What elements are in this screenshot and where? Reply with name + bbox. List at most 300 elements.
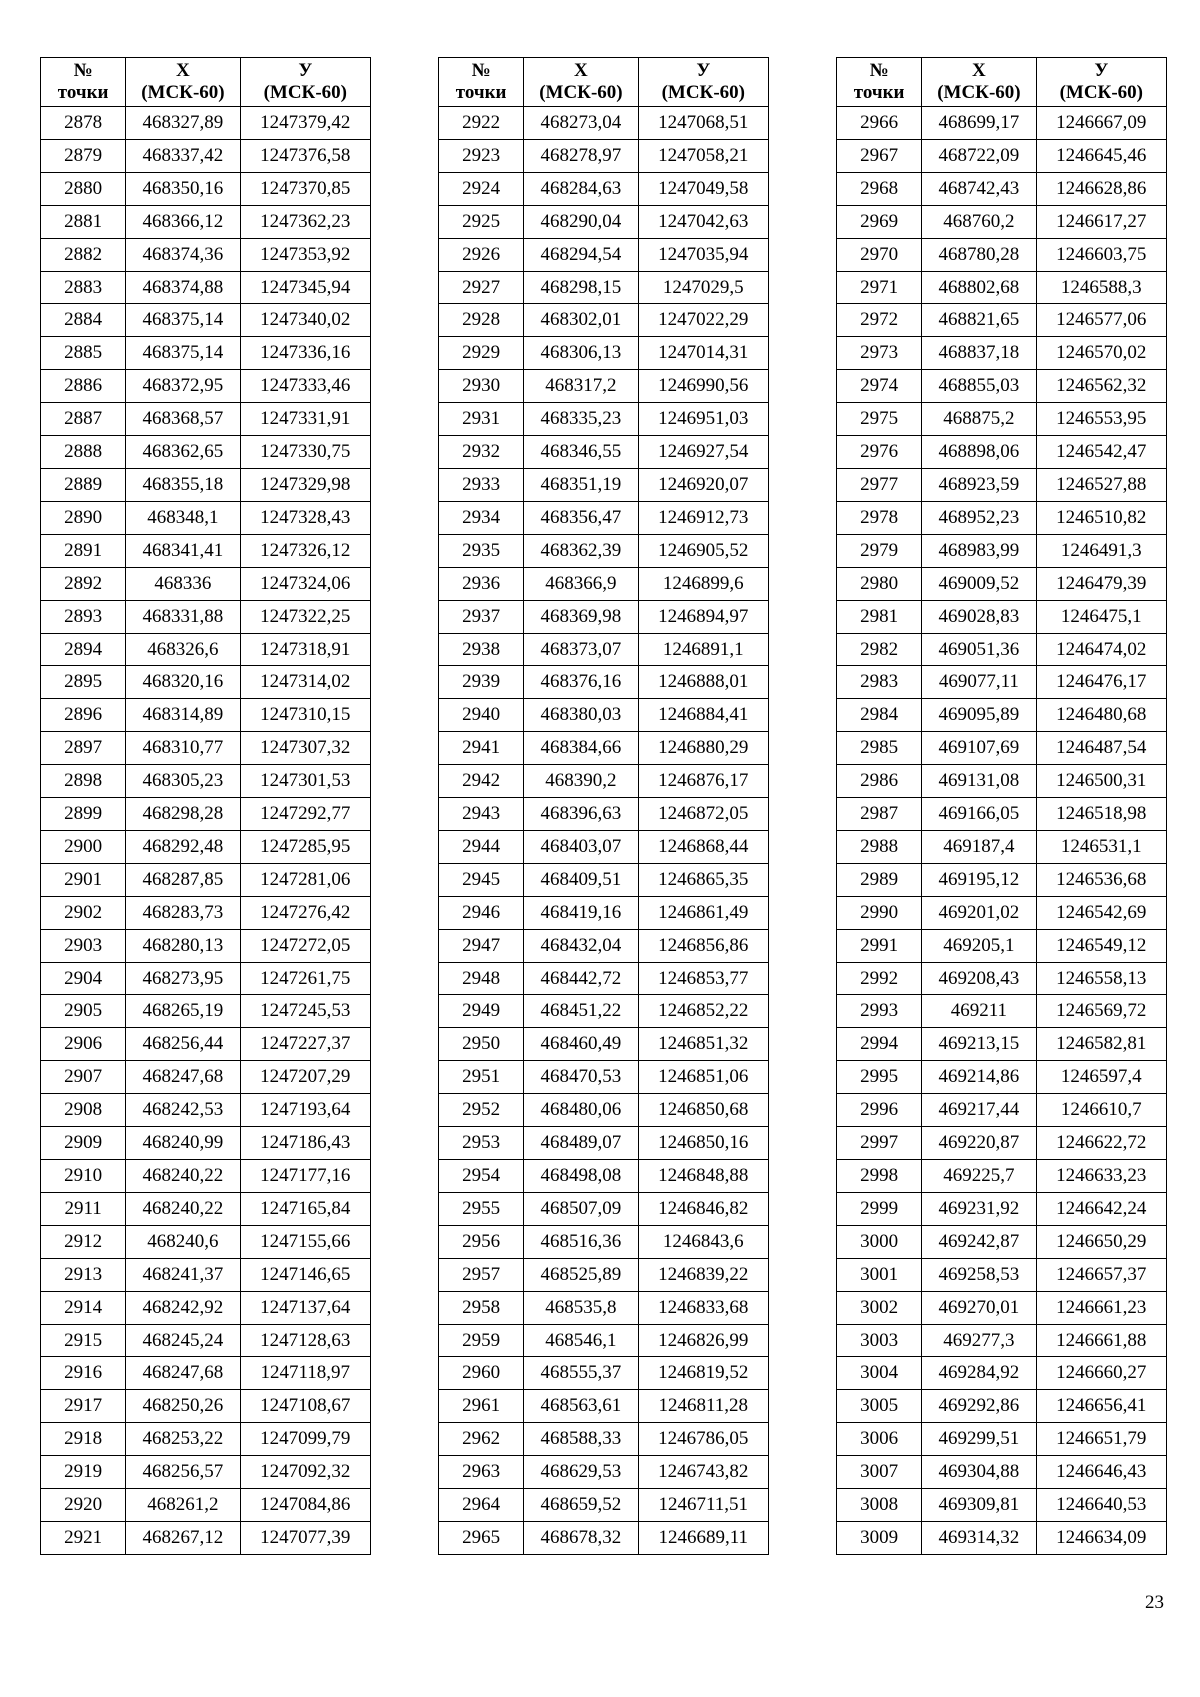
cell-y: 1247379,42 [240, 107, 370, 140]
cell-y: 1247049,58 [638, 172, 768, 205]
table-row [439, 1456, 769, 1489]
cell-y: 1246479,39 [1036, 567, 1166, 600]
table-row [837, 238, 1167, 271]
cell-x: 468952,23 [922, 501, 1036, 534]
cell-x: 468245,24 [126, 1324, 240, 1357]
cell-x: 468283,73 [126, 896, 240, 929]
cell-point-number: 2906 [41, 1028, 126, 1061]
cell-point-number: 2936 [439, 567, 524, 600]
cell-point-number: 3000 [837, 1225, 922, 1258]
cell-y: 1247318,91 [240, 633, 370, 666]
cell-y: 1246884,41 [638, 699, 768, 732]
cell-point-number: 2979 [837, 534, 922, 567]
cell-point-number: 2966 [837, 107, 922, 140]
cell-y: 1246927,54 [638, 436, 768, 469]
table-row [439, 370, 769, 403]
table-row [439, 501, 769, 534]
table-row [439, 172, 769, 205]
cell-point-number: 3004 [837, 1357, 922, 1390]
cell-y: 1246610,7 [1036, 1094, 1166, 1127]
table-row [41, 995, 371, 1028]
cell-point-number: 2969 [837, 205, 922, 238]
cell-x: 468821,65 [922, 304, 1036, 337]
cell-point-number: 2897 [41, 732, 126, 765]
cell-y: 1246549,12 [1036, 929, 1166, 962]
cell-x: 468923,59 [922, 468, 1036, 501]
table-header-row [41, 58, 371, 107]
table-row [41, 732, 371, 765]
cell-x: 468341,41 [126, 534, 240, 567]
cell-x: 469225,7 [922, 1160, 1036, 1193]
cell-point-number: 2929 [439, 337, 524, 370]
table-row [41, 1489, 371, 1522]
table-row [837, 107, 1167, 140]
table-row [439, 1028, 769, 1061]
cell-point-number: 2974 [837, 370, 922, 403]
cell-y: 1247146,65 [240, 1258, 370, 1291]
cell-y: 1246850,68 [638, 1094, 768, 1127]
cell-x: 469107,69 [922, 732, 1036, 765]
table-row [41, 633, 371, 666]
cell-x: 469304,88 [922, 1456, 1036, 1489]
cell-point-number: 2940 [439, 699, 524, 732]
table-row [439, 1061, 769, 1094]
cell-point-number: 2903 [41, 929, 126, 962]
cell-y: 1246582,81 [1036, 1028, 1166, 1061]
coordinate-table-3 [836, 57, 1167, 1555]
cell-x: 468298,15 [524, 271, 638, 304]
cell-x: 468802,68 [922, 271, 1036, 304]
page-number: 23 [1145, 1592, 1164, 1613]
table-row [41, 830, 371, 863]
cell-y: 1247108,67 [240, 1390, 370, 1423]
cell-x: 468298,28 [126, 798, 240, 831]
cell-y: 1246853,77 [638, 962, 768, 995]
table-row [439, 1324, 769, 1357]
table-row [837, 1489, 1167, 1522]
cell-point-number: 2931 [439, 403, 524, 436]
cell-x: 468390,2 [524, 765, 638, 798]
cell-x: 469009,52 [922, 567, 1036, 600]
cell-y: 1246622,72 [1036, 1127, 1166, 1160]
table-row [41, 238, 371, 271]
cell-point-number: 2958 [439, 1291, 524, 1324]
cell-point-number: 2918 [41, 1423, 126, 1456]
cell-y: 1247092,32 [240, 1456, 370, 1489]
table-row [837, 962, 1167, 995]
cell-x: 468855,03 [922, 370, 1036, 403]
table-row [439, 1521, 769, 1554]
cell-point-number: 2910 [41, 1160, 126, 1193]
cell-x: 468451,22 [524, 995, 638, 1028]
cell-y: 1246661,23 [1036, 1291, 1166, 1324]
table-row [41, 1258, 371, 1291]
cell-x: 468273,04 [524, 107, 638, 140]
cell-y: 1247193,64 [240, 1094, 370, 1127]
cell-x: 469231,92 [922, 1192, 1036, 1225]
table-row [439, 1357, 769, 1390]
table-row [439, 139, 769, 172]
table-row [439, 468, 769, 501]
cell-y: 1246899,6 [638, 567, 768, 600]
cell-point-number: 2950 [439, 1028, 524, 1061]
table-row [837, 1357, 1167, 1390]
cell-x: 468305,23 [126, 765, 240, 798]
cell-y: 1247186,43 [240, 1127, 370, 1160]
table-row [439, 403, 769, 436]
cell-y: 1246843,6 [638, 1225, 768, 1258]
cell-y: 1247362,23 [240, 205, 370, 238]
table-row [837, 929, 1167, 962]
cell-y: 1246888,01 [638, 666, 768, 699]
cell-x: 469166,05 [922, 798, 1036, 831]
cell-y: 1247281,06 [240, 863, 370, 896]
cell-point-number: 2913 [41, 1258, 126, 1291]
table-row [837, 1324, 1167, 1357]
cell-point-number: 2947 [439, 929, 524, 962]
cell-point-number: 2911 [41, 1192, 126, 1225]
cell-point-number: 2887 [41, 403, 126, 436]
cell-point-number: 2878 [41, 107, 126, 140]
cell-x: 468335,23 [524, 403, 638, 436]
cell-x: 469270,01 [922, 1291, 1036, 1324]
table-row [837, 896, 1167, 929]
cell-y: 1247330,75 [240, 436, 370, 469]
cell-x: 469292,86 [922, 1390, 1036, 1423]
cell-x: 469051,36 [922, 633, 1036, 666]
cell-point-number: 2944 [439, 830, 524, 863]
table-row [439, 995, 769, 1028]
cell-y: 1246645,46 [1036, 139, 1166, 172]
cell-y: 1246990,56 [638, 370, 768, 403]
table-row [837, 1094, 1167, 1127]
cell-y: 1246826,99 [638, 1324, 768, 1357]
cell-x: 468366,9 [524, 567, 638, 600]
table-row [837, 1291, 1167, 1324]
cell-x: 468240,22 [126, 1192, 240, 1225]
cell-x: 468278,97 [524, 139, 638, 172]
cell-x: 468375,14 [126, 304, 240, 337]
table-row [837, 830, 1167, 863]
table-row [41, 468, 371, 501]
table-row [837, 1192, 1167, 1225]
cell-x: 468460,49 [524, 1028, 638, 1061]
cell-x: 468240,99 [126, 1127, 240, 1160]
table-row [41, 765, 371, 798]
cell-x: 468256,57 [126, 1456, 240, 1489]
cell-y: 1246920,07 [638, 468, 768, 501]
cell-point-number: 2945 [439, 863, 524, 896]
table-row [41, 172, 371, 205]
cell-point-number: 2980 [837, 567, 922, 600]
cell-point-number: 2912 [41, 1225, 126, 1258]
cell-x: 468267,12 [126, 1521, 240, 1554]
cell-y: 1246912,73 [638, 501, 768, 534]
cell-y: 1246634,09 [1036, 1521, 1166, 1554]
cell-point-number: 2948 [439, 962, 524, 995]
cell-point-number: 3002 [837, 1291, 922, 1324]
cell-y: 1246553,95 [1036, 403, 1166, 436]
cell-x: 469208,43 [922, 962, 1036, 995]
cell-point-number: 2938 [439, 633, 524, 666]
cell-y: 1246846,82 [638, 1192, 768, 1225]
cell-y: 1246868,44 [638, 830, 768, 863]
table-row [439, 929, 769, 962]
cell-y: 1246640,53 [1036, 1489, 1166, 1522]
header-y: У (МСК-60) [638, 58, 768, 107]
table-row [41, 798, 371, 831]
cell-y: 1247331,91 [240, 403, 370, 436]
cell-point-number: 2891 [41, 534, 126, 567]
cell-y: 1246667,09 [1036, 107, 1166, 140]
table-row [837, 863, 1167, 896]
cell-point-number: 3007 [837, 1456, 922, 1489]
cell-point-number: 2978 [837, 501, 922, 534]
cell-point-number: 2964 [439, 1489, 524, 1522]
table-row [837, 666, 1167, 699]
cell-y: 1246577,06 [1036, 304, 1166, 337]
table-row [41, 1390, 371, 1423]
table-row [837, 732, 1167, 765]
cell-y: 1247207,29 [240, 1061, 370, 1094]
cell-point-number: 2991 [837, 929, 922, 962]
cell-x: 469242,87 [922, 1225, 1036, 1258]
cell-x: 468331,88 [126, 600, 240, 633]
cell-y: 1246833,68 [638, 1291, 768, 1324]
table-row [41, 501, 371, 534]
cell-x: 468326,6 [126, 633, 240, 666]
cell-x: 468327,89 [126, 107, 240, 140]
cell-point-number: 2930 [439, 370, 524, 403]
cell-y: 1247272,05 [240, 929, 370, 962]
cell-x: 469195,12 [922, 863, 1036, 896]
cell-x: 468403,07 [524, 830, 638, 863]
cell-point-number: 2999 [837, 1192, 922, 1225]
table-row [41, 567, 371, 600]
table-row [41, 699, 371, 732]
table-row [41, 929, 371, 962]
cell-x: 468350,16 [126, 172, 240, 205]
cell-x: 469028,83 [922, 600, 1036, 633]
table-row [837, 436, 1167, 469]
cell-point-number: 2952 [439, 1094, 524, 1127]
cell-x: 468375,14 [126, 337, 240, 370]
table-row [837, 1258, 1167, 1291]
cell-x: 468507,09 [524, 1192, 638, 1225]
cell-y: 1246480,68 [1036, 699, 1166, 732]
cell-y: 1247285,95 [240, 830, 370, 863]
table-row [41, 1291, 371, 1324]
table-row [439, 1094, 769, 1127]
cell-y: 1246475,1 [1036, 600, 1166, 633]
cell-point-number: 3003 [837, 1324, 922, 1357]
cell-point-number: 2925 [439, 205, 524, 238]
table-row [439, 107, 769, 140]
cell-y: 1247137,64 [240, 1291, 370, 1324]
cell-y: 1247326,12 [240, 534, 370, 567]
cell-x: 469220,87 [922, 1127, 1036, 1160]
cell-x: 468294,54 [524, 238, 638, 271]
cell-point-number: 2995 [837, 1061, 922, 1094]
table-row [41, 1357, 371, 1390]
cell-x: 468780,28 [922, 238, 1036, 271]
cell-point-number: 2951 [439, 1061, 524, 1094]
table-row [439, 1258, 769, 1291]
table-row [837, 1225, 1167, 1258]
cell-point-number: 2977 [837, 468, 922, 501]
table-row [41, 403, 371, 436]
cell-x: 468351,19 [524, 468, 638, 501]
table-row [41, 600, 371, 633]
cell-point-number: 3006 [837, 1423, 922, 1456]
cell-point-number: 2904 [41, 962, 126, 995]
cell-point-number: 3009 [837, 1521, 922, 1554]
cell-point-number: 2902 [41, 896, 126, 929]
cell-y: 1247035,94 [638, 238, 768, 271]
cell-y: 1247227,37 [240, 1028, 370, 1061]
table-row [41, 139, 371, 172]
cell-x: 468242,53 [126, 1094, 240, 1127]
cell-point-number: 2934 [439, 501, 524, 534]
table-row [439, 765, 769, 798]
table-row [41, 370, 371, 403]
table-row [41, 1127, 371, 1160]
cell-x: 468498,08 [524, 1160, 638, 1193]
cell-x: 468273,95 [126, 962, 240, 995]
table-row [837, 304, 1167, 337]
table-row [439, 666, 769, 699]
cell-point-number: 2990 [837, 896, 922, 929]
cell-x: 468320,16 [126, 666, 240, 699]
table-row [41, 1094, 371, 1127]
table-row [837, 337, 1167, 370]
header-point-number: № точки [837, 58, 922, 107]
cell-point-number: 2965 [439, 1521, 524, 1554]
cell-x: 468699,17 [922, 107, 1036, 140]
cell-point-number: 2884 [41, 304, 126, 337]
cell-point-number: 2955 [439, 1192, 524, 1225]
cell-x: 469095,89 [922, 699, 1036, 732]
cell-point-number: 2927 [439, 271, 524, 304]
cell-y: 1246570,02 [1036, 337, 1166, 370]
table-row [439, 337, 769, 370]
table-row [41, 1423, 371, 1456]
cell-x: 469205,1 [922, 929, 1036, 962]
cell-x: 468240,6 [126, 1225, 240, 1258]
cell-x: 468409,51 [524, 863, 638, 896]
cell-x: 468290,04 [524, 205, 638, 238]
cell-y: 1247077,39 [240, 1521, 370, 1554]
cell-y: 1246819,52 [638, 1357, 768, 1390]
cell-point-number: 2998 [837, 1160, 922, 1193]
cell-x: 468376,16 [524, 666, 638, 699]
cell-x: 468546,1 [524, 1324, 638, 1357]
table-row [439, 863, 769, 896]
cell-y: 1247353,92 [240, 238, 370, 271]
cell-y: 1247261,75 [240, 962, 370, 995]
cell-x: 468362,65 [126, 436, 240, 469]
cell-y: 1246850,16 [638, 1127, 768, 1160]
cell-y: 1246628,86 [1036, 172, 1166, 205]
cell-x: 468362,39 [524, 534, 638, 567]
cell-y: 1246518,98 [1036, 798, 1166, 831]
cell-y: 1246536,68 [1036, 863, 1166, 896]
table-row [439, 962, 769, 995]
cell-x: 468384,66 [524, 732, 638, 765]
cell-x: 469211 [922, 995, 1036, 1028]
cell-x: 469131,08 [922, 765, 1036, 798]
table-row [439, 1127, 769, 1160]
cell-x: 468265,19 [126, 995, 240, 1028]
cell-x: 469217,44 [922, 1094, 1036, 1127]
cell-y: 1246839,22 [638, 1258, 768, 1291]
cell-y: 1247307,32 [240, 732, 370, 765]
cell-y: 1246487,54 [1036, 732, 1166, 765]
table-row [439, 1423, 769, 1456]
cell-y: 1246876,17 [638, 765, 768, 798]
cell-x: 468261,2 [126, 1489, 240, 1522]
table-row [41, 1456, 371, 1489]
table-row [41, 1192, 371, 1225]
cell-point-number: 2899 [41, 798, 126, 831]
cell-point-number: 2942 [439, 765, 524, 798]
table-row [837, 501, 1167, 534]
table-row [837, 1423, 1167, 1456]
cell-point-number: 2963 [439, 1456, 524, 1489]
cell-x: 468563,61 [524, 1390, 638, 1423]
table-row [439, 436, 769, 469]
cell-point-number: 2996 [837, 1094, 922, 1127]
table-header-row [837, 58, 1167, 107]
cell-point-number: 2976 [837, 436, 922, 469]
cell-point-number: 2972 [837, 304, 922, 337]
cell-y: 1247329,98 [240, 468, 370, 501]
table-row [439, 633, 769, 666]
cell-x: 468678,32 [524, 1521, 638, 1554]
cell-x: 468588,33 [524, 1423, 638, 1456]
cell-y: 1247324,06 [240, 567, 370, 600]
cell-x: 468253,22 [126, 1423, 240, 1456]
cell-point-number: 2968 [837, 172, 922, 205]
cell-point-number: 2889 [41, 468, 126, 501]
cell-point-number: 2946 [439, 896, 524, 929]
cell-y: 1246891,1 [638, 633, 768, 666]
cell-x: 468292,48 [126, 830, 240, 863]
header-x: Х (МСК-60) [524, 58, 638, 107]
cell-y: 1246597,4 [1036, 1061, 1166, 1094]
cell-x: 468722,09 [922, 139, 1036, 172]
cell-point-number: 2921 [41, 1521, 126, 1554]
table-row [41, 205, 371, 238]
cell-point-number: 2984 [837, 699, 922, 732]
table-row [439, 1291, 769, 1324]
cell-x: 469284,92 [922, 1357, 1036, 1390]
cell-y: 1246786,05 [638, 1423, 768, 1456]
cell-point-number: 2885 [41, 337, 126, 370]
cell-x: 468525,89 [524, 1258, 638, 1291]
cell-x: 468250,26 [126, 1390, 240, 1423]
cell-y: 1246848,88 [638, 1160, 768, 1193]
cell-x: 468356,47 [524, 501, 638, 534]
cell-point-number: 2909 [41, 1127, 126, 1160]
cell-y: 1247128,63 [240, 1324, 370, 1357]
cell-point-number: 2956 [439, 1225, 524, 1258]
cell-point-number: 2908 [41, 1094, 126, 1127]
cell-point-number: 2892 [41, 567, 126, 600]
cell-point-number: 2932 [439, 436, 524, 469]
cell-x: 469213,15 [922, 1028, 1036, 1061]
cell-point-number: 2882 [41, 238, 126, 271]
